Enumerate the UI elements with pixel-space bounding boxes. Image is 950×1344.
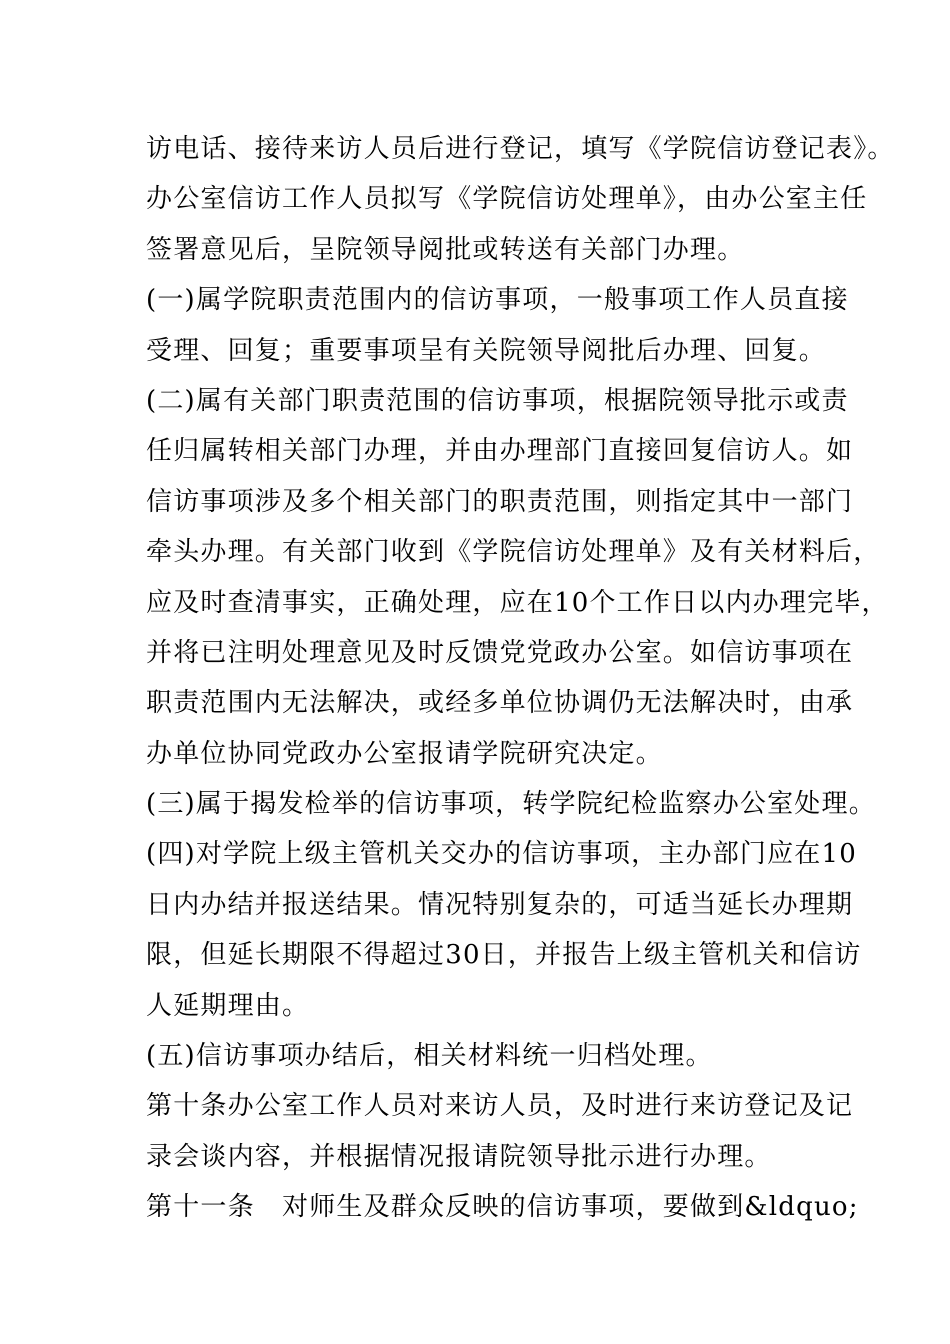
text-line: 限，但延长期限不得超过30日，并报告上级主管机关和信访 [146, 940, 862, 971]
text-line: 职责范围内无法解决，或经多单位协调仍无法解决时，由承 [146, 688, 854, 719]
text-line: 访电话、接待来访人员后进行登记，填写《学院信访登记表》。 [146, 134, 895, 164]
text-line: 牵头办理。有关部门收到《学院信访处理单》及有关材料后， [146, 537, 881, 568]
text-line: 签署意见后，呈院领导阅批或转送有关部门办理。 [146, 234, 745, 265]
text-line: 第十一条 对师生及群众反映的信访事项，要做到&ldquo; [146, 1192, 859, 1223]
text-line: (二)属有关部门职责范围的信访事项，根据院领导批示或责 [146, 385, 849, 416]
text-line: 应及时查清事实，正确处理，应在10个工作日以内办理完毕， [146, 587, 889, 618]
text-line: 录会谈内容，并根据情况报请院领导批示进行办理。 [146, 1141, 772, 1172]
text-line: 任归属转相关部门办理，并由办理部门直接回复信访人。如 [146, 436, 854, 467]
text-line: 受理、回复；重要事项呈有关院领导阅批后办理、回复。 [146, 335, 827, 366]
text-line: (一)属学院职责范围内的信访事项，一般事项工作人员直接 [146, 285, 849, 316]
text-line: (三)属于揭发检举的信访事项，转学院纪检监察办公室处理。 [146, 789, 876, 820]
text-line: 办单位协同党政办公室报请学院研究决定。 [146, 738, 663, 769]
text-line: (四)对学院上级主管机关交办的信访事项，主办部门应在10 [146, 839, 857, 870]
document-body [146, 124, 895, 1233]
text-line: (五)信访事项办结后，相关材料统一归档处理。 [146, 1041, 713, 1072]
text-line: 并将已注明处理意见及时反馈党党政办公室。如信访事项在 [146, 637, 854, 668]
text-line: 信访事项涉及多个相关部门的职责范围，则指定其中一部门 [146, 486, 854, 517]
text-line: 第十条办公室工作人员对来访人员，及时进行来访登记及记 [146, 1091, 854, 1122]
text-line: 日内办结并报送结果。情况特别复杂的，可适当延长办理期 [146, 889, 854, 920]
text-line: 办公室信访工作人员拟写《学院信访处理单》，由办公室主任 [146, 184, 868, 215]
text-line: 人延期理由。 [146, 990, 310, 1021]
